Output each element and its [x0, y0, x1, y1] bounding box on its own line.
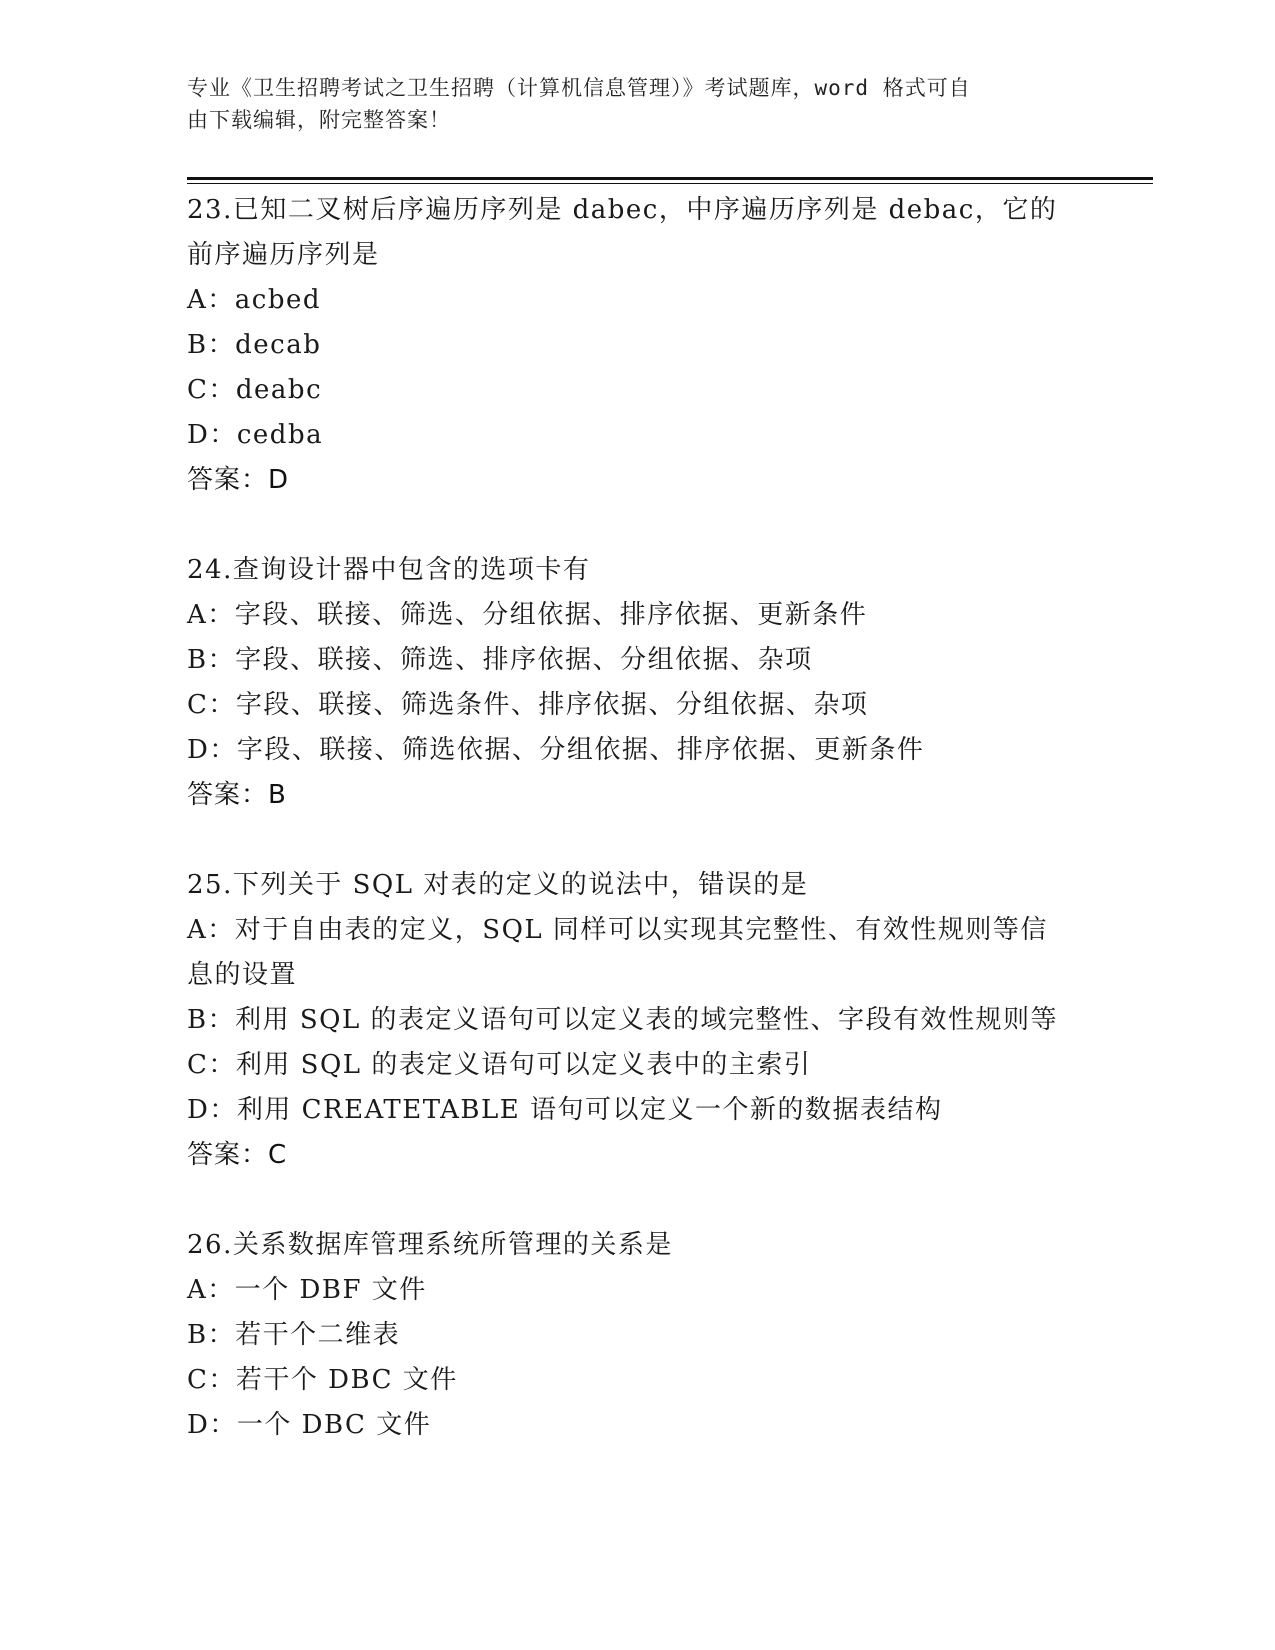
option-c: C：deabc — [187, 375, 323, 405]
option-b: B：利用 SQL 的表定义语句可以定义表的域完整性、字段有效性规则等 — [187, 1005, 1059, 1035]
option-c: C：字段、联接、筛选条件、排序依据、分组依据、杂项 — [187, 690, 869, 720]
option-b: B：字段、联接、筛选、排序依据、分组依据、杂项 — [187, 645, 813, 675]
option-d: D：字段、联接、筛选依据、分组依据、排序依据、更新条件 — [187, 735, 925, 765]
option-c: C：利用 SQL 的表定义语句可以定义表中的主索引 — [187, 1050, 812, 1080]
document-header — [187, 72, 1067, 136]
option-b: B：若干个二维表 — [187, 1320, 401, 1350]
option-d: D：利用 CREATETABLE 语句可以定义一个新的数据表结构 — [187, 1095, 943, 1125]
question-list — [187, 188, 1067, 1494]
header-line-1: 专业《卫生招聘考试之卫生招聘（计算机信息管理）》考试题库，word 格式可自 — [187, 76, 971, 100]
option-d: D：cedba — [187, 420, 324, 450]
question-25 — [187, 863, 1067, 1177]
header-line-2: 由下载编辑，附完整答案！ — [187, 108, 451, 132]
option-d: D：一个 DBC 文件 — [187, 1410, 432, 1440]
question-stem: 25.下列关于 SQL 对表的定义的说法中，错误的是 — [187, 870, 809, 900]
question-24 — [187, 548, 1067, 817]
option-a: A：字段、联接、筛选、分组依据、排序依据、更新条件 — [187, 600, 868, 630]
option-a: A：acbed — [187, 285, 322, 315]
question-stem: 23.已知二叉树后序遍历序列是 dabec，中序遍历序列是 debac，它的前序遍历序列是 — [187, 195, 1058, 270]
question-23 — [187, 188, 1067, 502]
option-a: A：一个 DBF 文件 — [187, 1275, 427, 1305]
option-a: A：对于自由表的定义，SQL 同样可以实现其完整性、有效性规则等信息的设置 — [187, 915, 1048, 990]
question-stem: 26.关系数据库管理系统所管理的关系是 — [187, 1230, 673, 1260]
option-b: B：decab — [187, 330, 322, 360]
header-rule-thick — [187, 177, 1153, 180]
answer-label: 答案：D — [187, 465, 290, 495]
option-c: C：若干个 DBC 文件 — [187, 1365, 458, 1395]
question-stem: 24.查询设计器中包含的选项卡有 — [187, 555, 591, 585]
question-26 — [187, 1223, 1067, 1448]
header-rule-thin — [187, 183, 1153, 184]
answer-label: 答案：C — [187, 1140, 288, 1170]
answer-label: 答案：B — [187, 780, 287, 810]
